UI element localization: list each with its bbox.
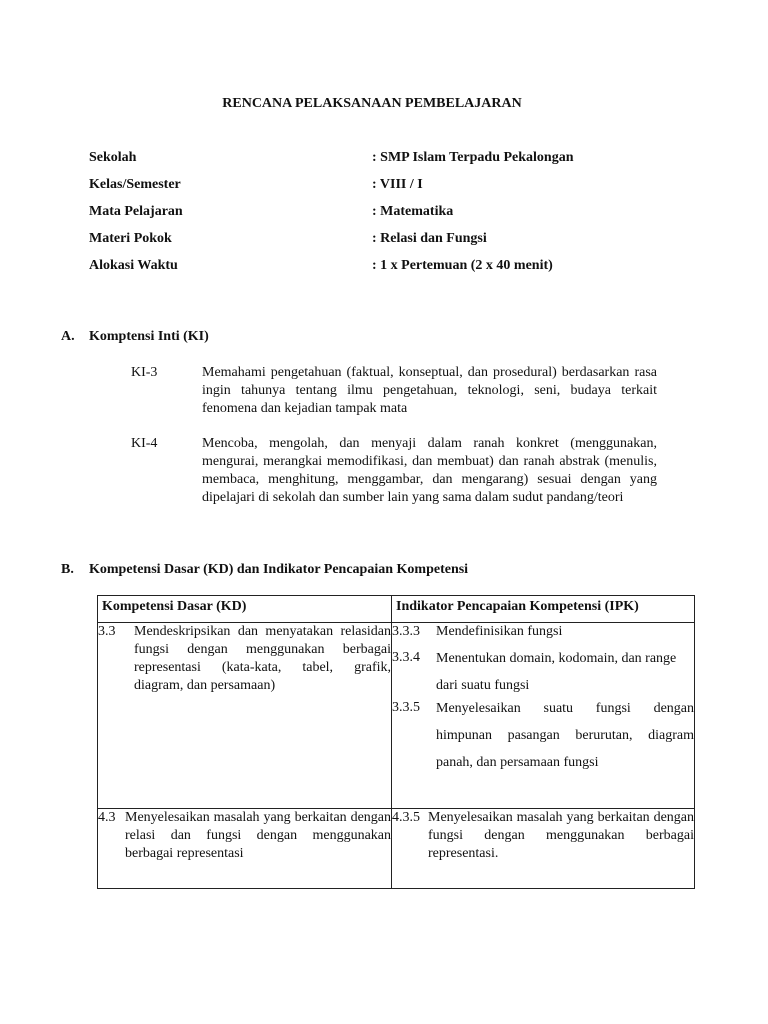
table-row — [98, 809, 695, 889]
ipk-text: Menyelesaikan masalah yang berkaitan dengan fungsi dengan menggunakan berbagai representasi. — [428, 810, 694, 861]
info-label: Mata Pelajaran — [89, 204, 183, 219]
ipk-number: 3.3.3 — [392, 624, 420, 639]
info-row-subject — [89, 203, 649, 230]
ki-text: Mencoba, mengolah, dan menyaji dalam ranah konkret (menggunakan, mengurai, merangkai memodifikasi, dan membuat) dan ranah abstrak (menulis, membaca, menghitung, menggambar, dan mengarang) sesuai dengan yang dipelajari di sekolah dan sumber lain yang sama dalam sudut pandang/teori — [202, 436, 657, 505]
ki-3-item — [131, 364, 657, 418]
ipk-item — [392, 699, 694, 776]
kd-item — [98, 623, 391, 695]
kd-number: 3.3 — [98, 624, 116, 639]
table-row — [98, 623, 695, 809]
section-letter: A. — [61, 329, 75, 344]
info-label: Sekolah — [89, 150, 137, 165]
table-header-row — [98, 596, 695, 623]
info-value: : Relasi dan Fungsi — [372, 231, 487, 246]
ipk-number: 3.3.5 — [392, 700, 420, 715]
kd-cell — [98, 809, 392, 889]
ipk-cell — [392, 809, 695, 889]
ipk-item — [392, 623, 694, 641]
ipk-text: Menyelesaikan suatu fungsi dengan himpunan pasangan berurutan, diagram panah, dan persamaan fungsi — [436, 701, 694, 770]
ipk-text: Mendefinisikan fungsi — [436, 624, 563, 639]
info-row-time — [89, 257, 649, 284]
kd-text: Menyelesaikan masalah yang berkaitan dengan relasi dan fungsi dengan menggunakan berbagai representasi — [125, 810, 391, 861]
ki-4-item — [131, 435, 657, 507]
section-b-heading — [61, 561, 468, 579]
info-value: : SMP Islam Terpadu Pekalongan — [372, 150, 574, 165]
kd-item — [98, 809, 391, 863]
ki-text: Memahami pengetahuan (faktual, konseptual, dan prosedural) berdasarkan rasa ingin tahunya tentang ilmu pengetahuan, teknologi, seni, budaya terkait fenomena dan kejadian tampak mata — [202, 365, 657, 416]
ipk-text: Menentukan domain, kodomain, dan range dari suatu fungsi — [436, 651, 677, 693]
ipk-item — [392, 649, 694, 699]
info-row-school — [89, 149, 649, 176]
ki-code: KI-3 — [131, 365, 158, 380]
info-label: Kelas/Semester — [89, 177, 181, 192]
section-title: Kompetensi Dasar (KD) dan Indikator Pencapaian Kompetensi — [89, 562, 469, 577]
section-a-heading — [61, 328, 209, 346]
ki-code: KI-4 — [131, 436, 158, 451]
kd-cell — [98, 623, 392, 809]
ipk-number: 4.3.5 — [392, 810, 420, 825]
section-title: Komptensi Inti (KI) — [89, 329, 209, 344]
kd-ipk-table — [97, 595, 695, 889]
info-value: : Matematika — [372, 204, 454, 219]
info-label: Alokasi Waktu — [89, 258, 178, 273]
document-title: RENCANA PELAKSANAAN PEMBELAJARAN — [222, 96, 522, 111]
table-header-ipk: Indikator Pencapaian Kompetensi (IPK) — [392, 596, 695, 623]
kd-text: Mendeskripsikan dan menyatakan relasidan fungsi dengan menggunakan berbagai representasi (kata-kata, tabel, grafik, diagram, dan persamaan) — [134, 624, 391, 693]
ipk-cell — [392, 623, 695, 809]
info-value: : 1 x Pertemuan (2 x 40 menit) — [372, 258, 553, 273]
ipk-item — [392, 809, 694, 863]
info-row-topic — [89, 230, 649, 257]
kd-number: 4.3 — [98, 810, 116, 825]
info-value: : VIII / I — [372, 177, 423, 192]
section-letter: B. — [61, 562, 74, 577]
info-block — [89, 149, 649, 284]
ipk-number: 3.3.4 — [392, 650, 420, 665]
table-header-kd: Kompetensi Dasar (KD) — [98, 596, 392, 623]
info-label: Materi Pokok — [89, 231, 172, 246]
info-row-class — [89, 176, 649, 203]
